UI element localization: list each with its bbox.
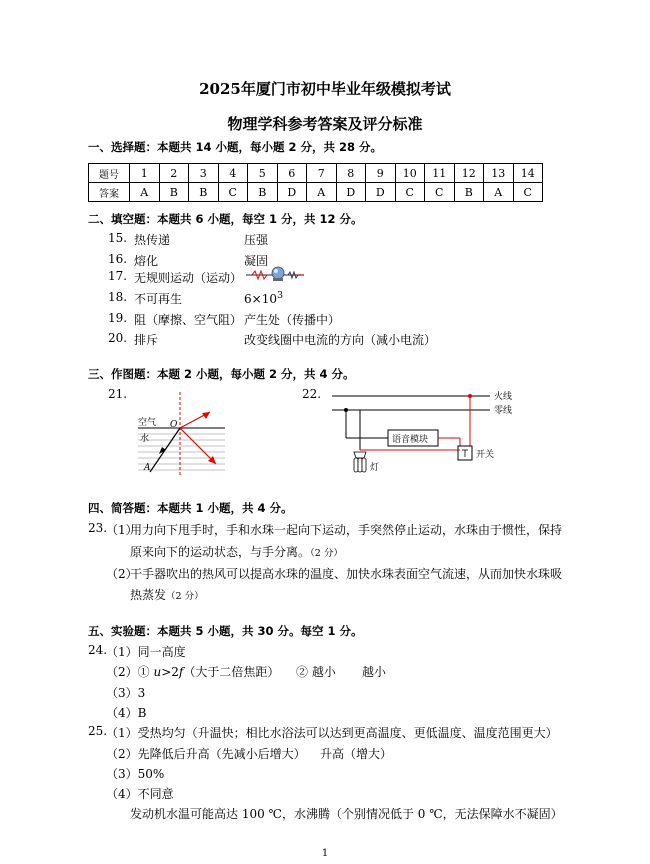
section5-heading: 五、实验题：本题共 5 小题，共 30 分。每空 1 分。 (88, 624, 363, 638)
answer-value: $6\times 10^3$ (244, 290, 284, 306)
item-number: 19. (108, 311, 128, 325)
answer-key-title: 物理学科参考答案及评分标准 (227, 115, 423, 133)
table-cell: A (130, 183, 160, 202)
answer-text: 熔化 (134, 254, 159, 268)
table-cell: C (218, 183, 248, 202)
spring-diagram (244, 262, 306, 284)
item-number: 17. (108, 269, 128, 283)
exam-title: 2025年厦门市初中毕业年级模拟考试 (199, 80, 451, 98)
answer-text: 用力向下甩手时，手和水珠一起向下运动，手突然停止运动，水珠由于惯性，保持 (130, 523, 563, 537)
exponent: 3 (276, 290, 284, 301)
item-number: 15. (108, 231, 128, 245)
page-number: 1 (321, 848, 329, 859)
item-number: 21. (108, 387, 128, 401)
table-cell: 10 (395, 164, 425, 183)
answer-text: （2）先降低后升高（先减小后增大） (106, 747, 306, 761)
table-cell: C (513, 183, 543, 202)
answer-text: ② 越小 (296, 665, 336, 679)
table-cell: 5 (248, 164, 278, 183)
voice-module-label: 语音模块 (392, 435, 429, 445)
score-note: （2 分） (166, 591, 204, 602)
row-head-number: 题号 (89, 164, 130, 183)
answer-text: （1）受热均匀（升温快；相比水浴法可以达到更高温度、更低温度、温度范围更大） (106, 726, 558, 740)
switch-label: 开关 (476, 450, 495, 460)
table-cell: 8 (336, 164, 366, 183)
table-cell: 13 (484, 164, 514, 183)
item-number: 18. (108, 290, 128, 304)
table-row (89, 164, 543, 183)
table-cell: B (248, 183, 278, 202)
table-cell: 2 (159, 164, 189, 183)
answer-text: 凝固 (244, 254, 269, 268)
answer-text: 升高（增大） (320, 747, 393, 761)
table-cell: 9 (366, 164, 396, 183)
answer-text: 越小 (362, 665, 387, 679)
answer-text: （1）同一高度 (106, 645, 186, 659)
answer-text: 热蒸发（2 分） (130, 588, 204, 602)
answer-text: 热传递 (134, 233, 171, 247)
table-cell: 6 (277, 164, 307, 183)
answer-text: （4）不同意 (106, 787, 174, 801)
table-cell: C (395, 183, 425, 202)
answer-text: 原来向下的运动状态，与手分离。（2 分） (130, 545, 343, 559)
air-label: 空气 (138, 418, 157, 428)
neutral-wire-label: 零线 (494, 406, 513, 416)
answer-text: 改变线圈中电流的方向（减小电流） (244, 333, 437, 347)
table-cell: C (425, 183, 455, 202)
table-cell: 1 (130, 164, 160, 183)
section4-heading: 四、简答题：本题共 1 小题，共 4 分。 (88, 501, 293, 515)
section1-heading: 一、选择题：本题共 14 小题，每小题 2 分，共 28 分。 (88, 140, 383, 154)
part-label: （2） (106, 567, 138, 581)
item-number: 24. (88, 643, 108, 657)
live-wire-label: 火线 (494, 392, 513, 402)
table-cell: D (366, 183, 396, 202)
table-cell: 3 (189, 164, 219, 183)
table-cell: A (484, 183, 514, 202)
answer-text: 排斥 (134, 333, 159, 347)
table-row (89, 183, 543, 202)
answer-table (88, 163, 543, 202)
table-cell: A (307, 183, 337, 202)
item-number: 23. (88, 521, 108, 535)
part-label: （1） (106, 523, 138, 537)
answer-text: 压强 (244, 233, 269, 247)
item-number: 20. (108, 331, 128, 345)
answer-text: （3）50% (106, 767, 165, 781)
item-number: 16. (108, 252, 128, 266)
answer-text: 阻（摩擦、空气阻） (134, 313, 243, 327)
row-head-answer: 答案 (89, 183, 130, 202)
table-cell: B (454, 183, 484, 202)
point-a-label: A (144, 463, 151, 473)
table-cell: 7 (307, 164, 337, 183)
table-cell: D (277, 183, 307, 202)
item-number: 25. (88, 724, 108, 738)
table-cell: D (336, 183, 366, 202)
table-cell: 12 (454, 164, 484, 183)
section2-heading: 二、填空题：本题共 6 小题，每空 1 分，共 12 分。 (88, 212, 363, 226)
answer-text: 无规则运动（运动） (134, 271, 243, 285)
circuit-diagram (330, 388, 540, 483)
answer-text: 干手器吹出的热风可以提高水珠的温度、加快水珠表面空气流速，从而加快水珠吸 (130, 567, 563, 581)
answer-text: （3）3 (106, 686, 146, 700)
answer-text: （4）B (106, 706, 147, 720)
table-cell: 14 (513, 164, 543, 183)
answer-text: 不可再生 (134, 292, 183, 306)
lamp-label: 灯 (370, 463, 380, 473)
answer-text: 产生处（传播中） (244, 313, 341, 327)
table-cell: 4 (218, 164, 248, 183)
item-number: 22. (302, 387, 322, 401)
table-cell: 11 (425, 164, 455, 183)
refraction-diagram (130, 390, 230, 480)
table-cell: B (159, 183, 189, 202)
point-o-label: O (170, 420, 178, 430)
score-note: （2 分） (310, 548, 343, 559)
water-label: 水 (140, 434, 150, 444)
answer-text: （2）① u>2f（大于二倍焦距） (106, 665, 280, 679)
answer-text: 发动机水温可能高达 100 ℃，水沸腾（个别情况低于 0 ℃，无法保障水不凝固） (130, 807, 563, 821)
table-cell: B (189, 183, 219, 202)
section3-heading: 三、作图题：本题 2 小题，每小题 2 分，共 4 分。 (88, 367, 355, 381)
